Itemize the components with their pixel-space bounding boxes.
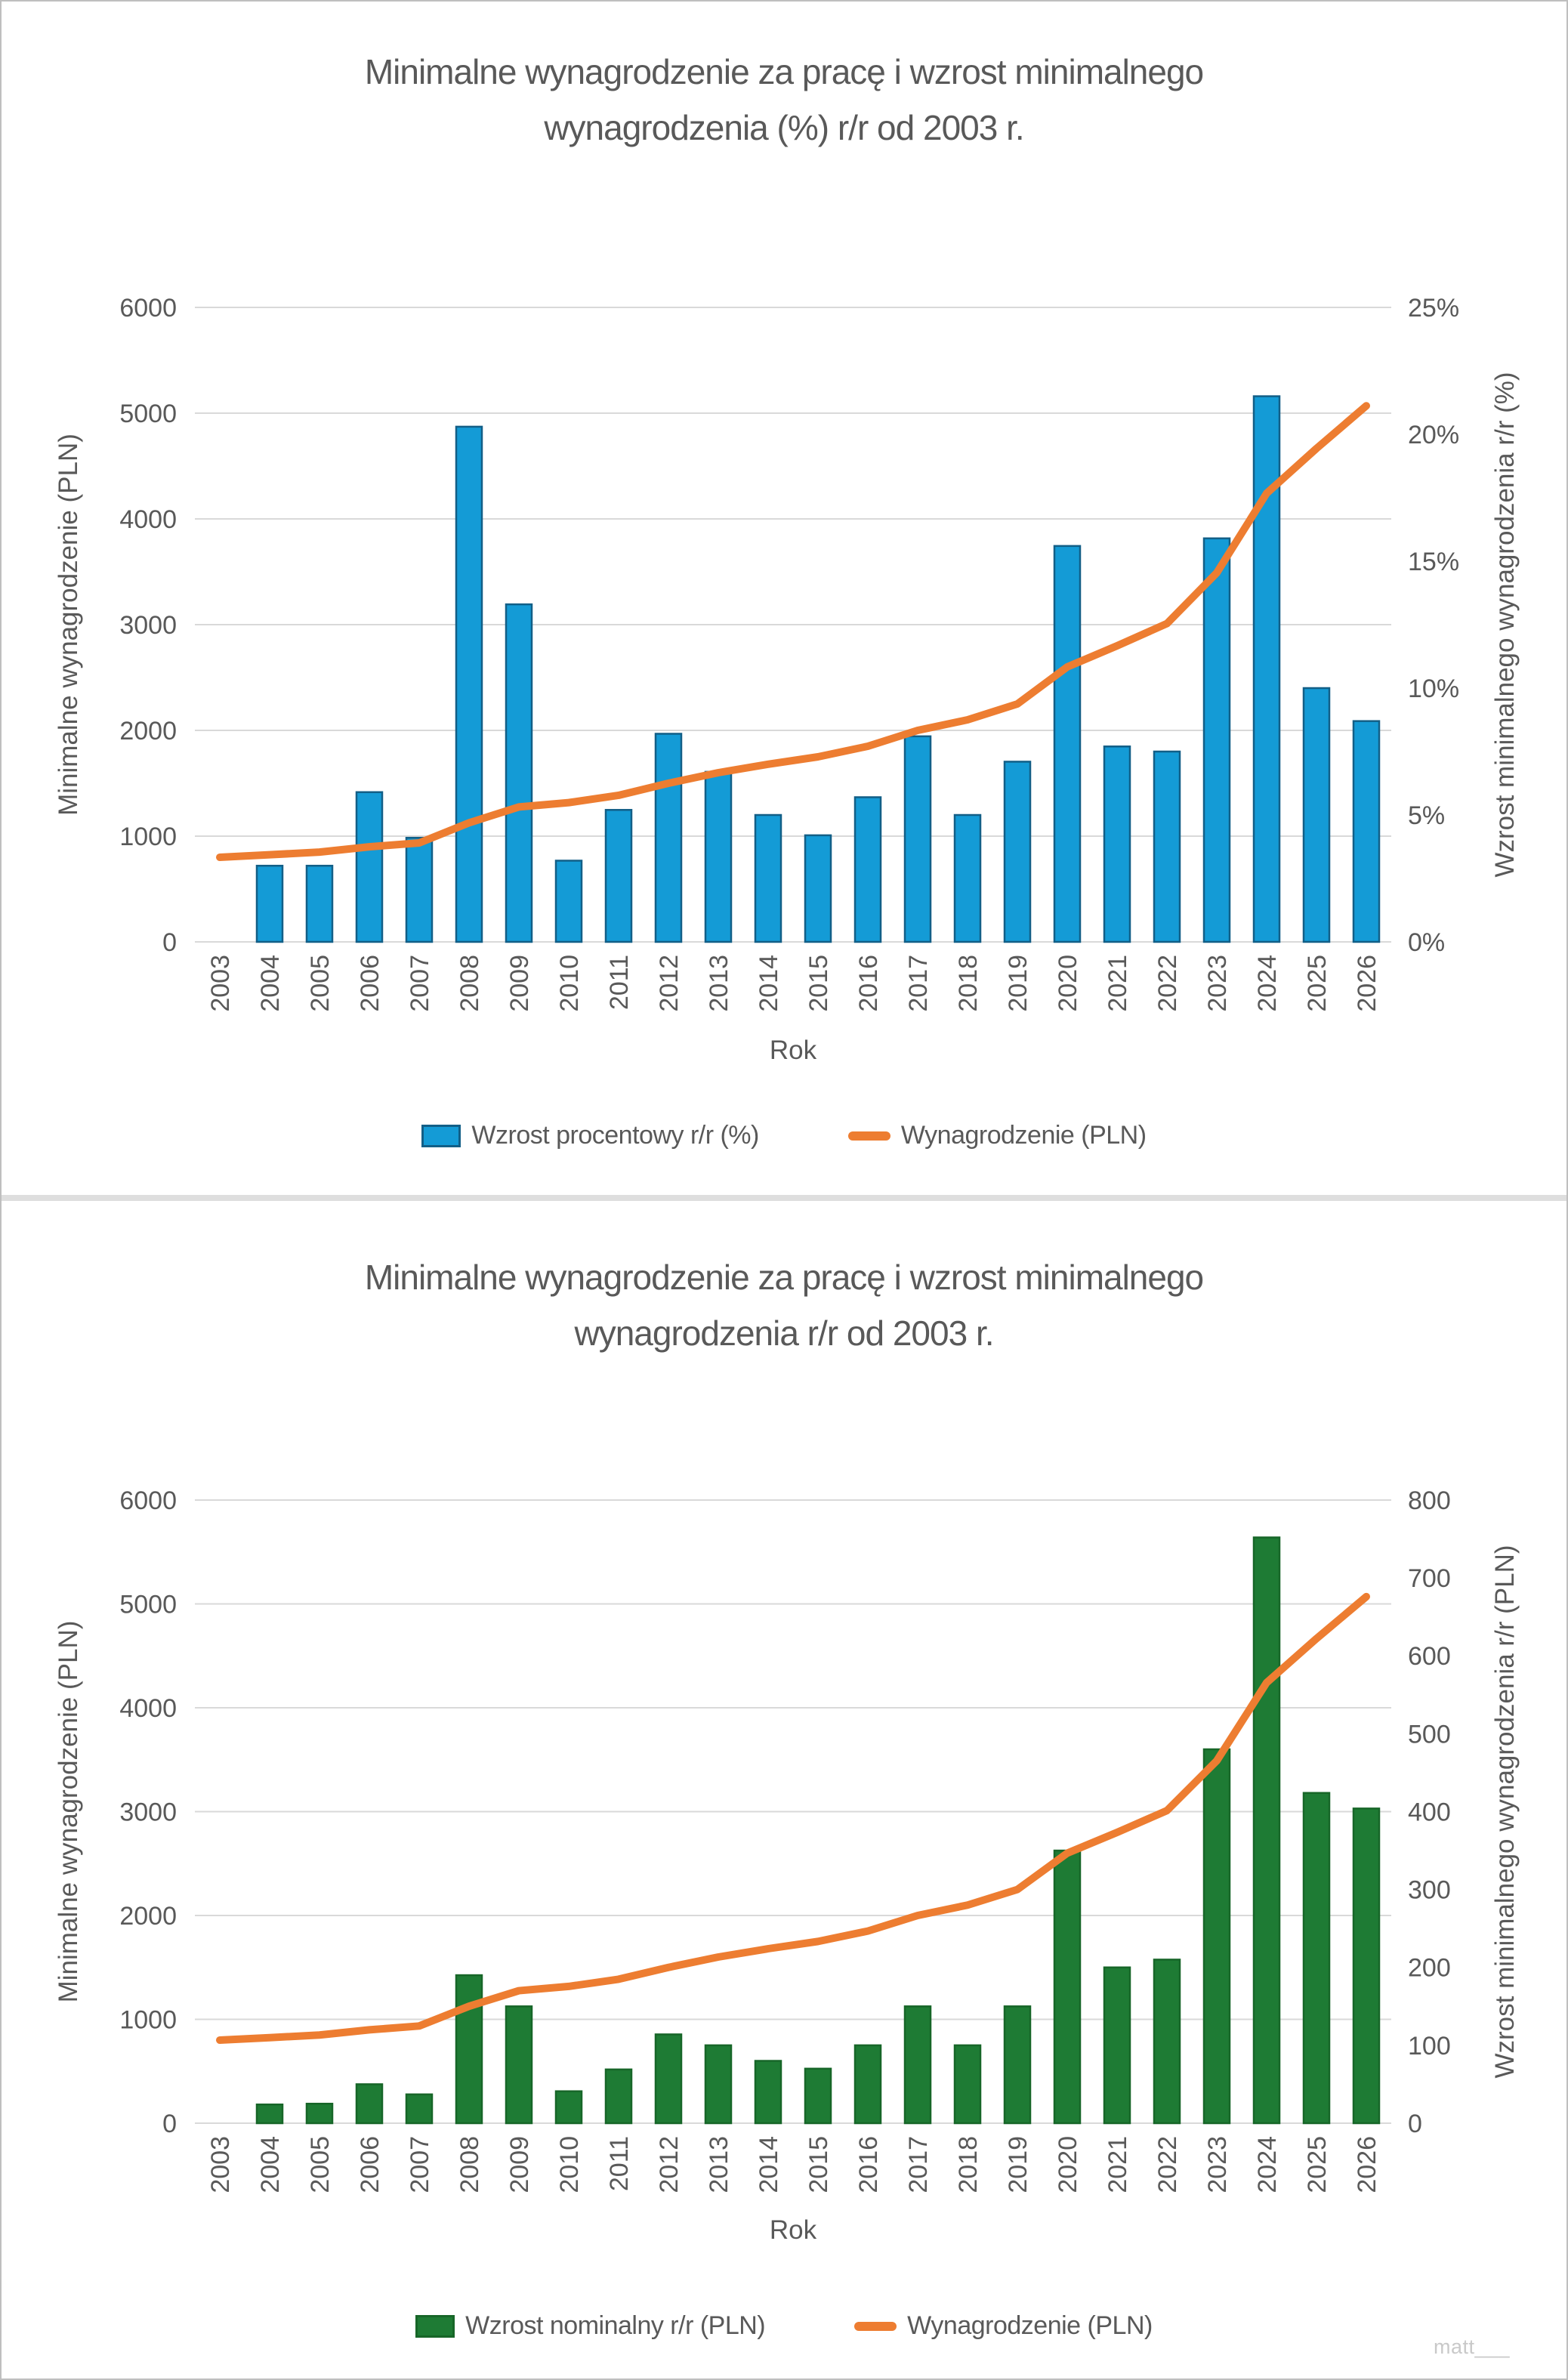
x-tick-label: 2006 (356, 2136, 384, 2193)
bar-2020 (1054, 1851, 1080, 2123)
y-left-tick-label: 5000 (119, 1590, 177, 1619)
y-right-tick-label: 25% (1408, 293, 1460, 323)
legend-label: Wzrost nominalny r/r (PLN) (465, 2311, 766, 2340)
x-tick-label: 2021 (1103, 2136, 1132, 2193)
bar-2014 (755, 815, 781, 942)
y-right-tick-label: 600 (1408, 1642, 1451, 1672)
chart-title-line-2: wynagrodzenia r/r od 2003 r. (574, 1313, 994, 1353)
percent-growth-chart (2, 2, 1566, 1195)
x-tick-label: 2022 (1153, 2136, 1182, 2193)
y-left-tick-label: 4000 (119, 505, 177, 534)
wage-line (220, 406, 1366, 857)
bar-2013 (705, 772, 731, 942)
x-tick-label: 2017 (904, 955, 933, 1012)
x-tick-label: 2023 (1203, 2136, 1232, 2193)
y-left-tick-label: 0 (162, 928, 177, 957)
x-tick-label: 2009 (505, 955, 534, 1012)
x-tick-label: 2004 (256, 955, 285, 1012)
legend-label: Wzrost procentowy r/r (%) (471, 1121, 759, 1150)
x-tick-label: 2003 (206, 2136, 235, 2193)
nominal-growth-chart (2, 1201, 1566, 2378)
bar-2008 (456, 1975, 482, 2123)
y-right-tick-label: 200 (1408, 1953, 1451, 1983)
x-tick-label: 2025 (1303, 2136, 1332, 2193)
bar-2016 (855, 797, 881, 942)
bar-2017 (905, 2006, 931, 2123)
bar-2025 (1304, 688, 1329, 942)
x-tick-label: 2020 (1054, 2136, 1082, 2193)
x-tick-label: 2005 (306, 955, 335, 1012)
bar-2013 (705, 2045, 731, 2123)
bar-2015 (805, 2069, 831, 2123)
bar-2004 (257, 866, 282, 942)
bar-2006 (357, 2084, 382, 2123)
y-left-tick-label: 2000 (119, 1901, 177, 1931)
bar-2011 (606, 2070, 631, 2123)
y-right-tick-label: 10% (1408, 674, 1460, 703)
x-tick-label: 2007 (406, 2136, 434, 2193)
legend-item-bar-series (415, 2311, 765, 2341)
x-tick-label: 2005 (306, 2136, 335, 2193)
legend-item-line-series (854, 2311, 1153, 2341)
bar-2012 (656, 2034, 681, 2123)
y-right-tick-label: 100 (1408, 2031, 1451, 2061)
x-tick-label: 2011 (605, 955, 634, 1011)
y-right-tick-label: 0% (1408, 928, 1446, 957)
bar-2008 (456, 427, 482, 942)
x-tick-label: 2016 (854, 2136, 883, 2193)
x-axis-title: Rok (769, 1036, 817, 1065)
x-tick-label: 2017 (904, 2136, 933, 2193)
x-tick-label: 2008 (455, 955, 484, 1012)
chart-title-line-1: Minimalne wynagrodzenie za pracę i wzrost minimalnego (364, 1258, 1204, 1297)
y-right-tick-label: 500 (1408, 1720, 1451, 1749)
x-tick-label: 2010 (555, 955, 584, 1012)
x-tick-label: 2011 (605, 2136, 634, 2192)
y-right-tick-label: 400 (1408, 1798, 1451, 1827)
x-tick-label: 2007 (406, 955, 434, 1012)
x-tick-label: 2024 (1253, 2136, 1282, 2193)
x-tick-label: 2016 (854, 955, 883, 1012)
bar-2018 (955, 815, 980, 942)
y-left-tick-label: 0 (162, 2109, 177, 2138)
y-left-tick-label: 1000 (119, 822, 177, 851)
bar-2017 (905, 736, 931, 942)
bar-2022 (1154, 752, 1180, 942)
x-tick-label: 2003 (206, 955, 235, 1012)
x-tick-label: 2023 (1203, 955, 1232, 1012)
x-tick-label: 2022 (1153, 955, 1182, 1012)
bar-2006 (357, 792, 382, 942)
bar-2007 (406, 838, 432, 942)
x-axis-title: Rok (769, 2215, 817, 2245)
x-tick-label: 2013 (705, 955, 733, 1012)
x-tick-label: 2009 (505, 2136, 534, 2193)
x-tick-label: 2008 (455, 2136, 484, 2193)
bar-2023 (1204, 1749, 1230, 2123)
x-tick-label: 2010 (555, 2136, 584, 2193)
bar-2024 (1254, 397, 1279, 942)
y-left-tick-label: 2000 (119, 716, 177, 745)
watermark: matt___ (1434, 2335, 1511, 2358)
chart-title-line-2: wynagrodzenia (%) r/r od 2003 r. (544, 108, 1024, 147)
x-tick-label: 2015 (804, 2136, 833, 2193)
x-tick-label: 2026 (1353, 2136, 1381, 2193)
bar-2026 (1353, 1808, 1379, 2123)
x-tick-label: 2026 (1353, 955, 1381, 1012)
bar-2021 (1104, 746, 1130, 942)
bar-2012 (656, 733, 681, 942)
bar-2019 (1005, 2006, 1030, 2123)
y-right-axis-title: Wzrost minimalnego wynagrodzenia r/r (PLN) (1490, 1545, 1520, 2079)
y-left-tick-label: 6000 (119, 1486, 177, 1515)
x-tick-label: 2024 (1253, 955, 1282, 1012)
bar-2009 (506, 604, 532, 942)
chart-title-line-1: Minimalne wynagrodzenie za pracę i wzrost minimalnego (364, 52, 1204, 91)
bar-2024 (1254, 1538, 1279, 2124)
x-tick-label: 2014 (755, 955, 783, 1012)
y-right-tick-label: 800 (1408, 1486, 1451, 1515)
y-left-tick-label: 6000 (119, 293, 177, 323)
legend-label: Wynagrodzenie (PLN) (907, 2311, 1153, 2340)
y-left-axis-title: Minimalne wynagrodzenie (PLN) (54, 1620, 83, 2003)
legend (2, 2311, 1566, 2341)
y-right-tick-label: 0 (1408, 2109, 1422, 2138)
bar-2025 (1304, 1793, 1329, 2123)
x-tick-label: 2021 (1103, 955, 1132, 1012)
bar-2022 (1154, 1959, 1180, 2123)
y-right-tick-label: 15% (1408, 547, 1460, 576)
bar-2019 (1005, 761, 1030, 942)
y-left-tick-label: 1000 (119, 2005, 177, 2035)
bar-series-swatch-icon (415, 2315, 455, 2338)
y-right-axis-title: Wzrost minimalnego wynagrodzenia r/r (%) (1490, 372, 1520, 878)
x-tick-label: 2012 (655, 955, 684, 1012)
x-tick-label: 2025 (1303, 955, 1332, 1012)
chart-panel-nominal-growth (2, 1201, 1566, 2378)
y-left-tick-label: 3000 (119, 610, 177, 640)
y-left-tick-label: 3000 (119, 1798, 177, 1827)
x-tick-label: 2019 (1004, 2136, 1032, 2193)
bar-2026 (1353, 721, 1379, 942)
x-tick-label: 2004 (256, 2136, 285, 2193)
y-right-tick-label: 700 (1408, 1564, 1451, 1594)
legend-item-line-series (848, 1121, 1147, 1150)
legend-label: Wynagrodzenie (PLN) (900, 1121, 1147, 1150)
bar-2004 (257, 2104, 282, 2123)
y-right-tick-label: 5% (1408, 801, 1446, 830)
line-series-swatch-icon (854, 2322, 897, 2331)
wage-line (220, 1597, 1366, 2040)
bar-series-swatch-icon (421, 1125, 461, 1147)
y-left-axis-title: Minimalne wynagrodzenie (PLN) (54, 434, 83, 816)
bar-2015 (805, 835, 831, 942)
line-series-swatch-icon (848, 1131, 890, 1141)
bar-2007 (406, 2094, 432, 2123)
bar-2018 (955, 2045, 980, 2123)
x-tick-label: 2018 (954, 955, 983, 1012)
bar-2009 (506, 2006, 532, 2123)
bar-2010 (556, 860, 582, 942)
x-tick-label: 2014 (755, 2136, 783, 2193)
bar-2023 (1204, 539, 1230, 942)
x-tick-label: 2018 (954, 2136, 983, 2193)
bar-2016 (855, 2045, 881, 2123)
bar-2014 (755, 2061, 781, 2124)
y-left-tick-label: 4000 (119, 1693, 177, 1723)
x-tick-label: 2013 (705, 2136, 733, 2193)
bar-2010 (556, 2091, 582, 2123)
x-tick-label: 2012 (655, 2136, 684, 2193)
y-right-tick-label: 20% (1408, 420, 1460, 449)
y-right-tick-label: 300 (1408, 1875, 1451, 1905)
x-tick-label: 2020 (1054, 955, 1082, 1012)
x-tick-label: 2015 (804, 955, 833, 1012)
bar-2005 (307, 866, 332, 942)
bar-2020 (1054, 546, 1080, 942)
bar-2011 (606, 810, 631, 942)
x-tick-label: 2006 (356, 955, 384, 1012)
x-tick-label: 2019 (1004, 955, 1032, 1012)
bar-2021 (1104, 1968, 1130, 2123)
legend-item-bar-series (421, 1121, 758, 1150)
chart-panel-percent-growth (2, 2, 1566, 1195)
bar-2005 (307, 2104, 332, 2123)
y-left-tick-label: 5000 (119, 399, 177, 428)
legend (2, 1121, 1566, 1150)
